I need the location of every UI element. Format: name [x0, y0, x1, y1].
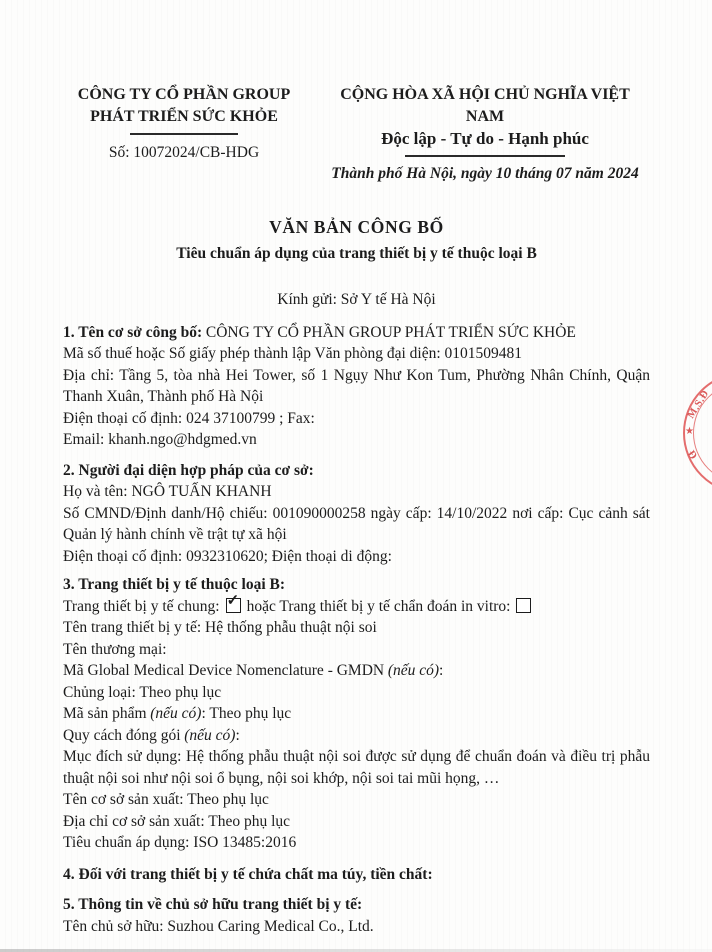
device-heading: 3. Trang thiết bị y tế thuộc loại B: — [63, 576, 286, 593]
manufacturer-line: Tên cơ sở sản xuất: Theo phụ lục — [63, 791, 269, 808]
gmdn-label: Mã Global Medical Device Nomenclature - GMDN — [63, 662, 385, 679]
section-representative — [63, 460, 650, 568]
representative-heading: 2. Người đại diện hợp pháp của cơ sở: — [63, 461, 314, 479]
declarant-email-line: Email: khanh.ngo@hdgmed.vn — [63, 431, 257, 448]
packing-colon: : — [235, 726, 240, 744]
gmdn-if-any: (nếu có) — [387, 662, 440, 679]
device-invitro-label: hoặc Trang thiết bị y tế chẩn đoán in vitro: — [246, 597, 511, 615]
device-name-line: Tên trang thiết bị y tế: Hệ thống phẫu thuật nội soi — [63, 619, 377, 636]
motto-divider — [405, 155, 565, 157]
product-code-label: Mã sản phẩm — [63, 705, 147, 722]
representative-id-line: Số CMND/Định danh/Hộ chiếu: 001090000258 ngày cấp: 14/10/2022 nơi cấp: Cục cảnh sát Quản lý hành chính về trật tự xã hội — [63, 504, 650, 543]
device-type-line — [63, 592, 650, 618]
packing-line — [63, 725, 650, 747]
national-motto: Độc lập - Tự do - Hạnh phúc — [381, 129, 589, 148]
national-motto-block — [320, 84, 650, 185]
document-title-block — [63, 216, 650, 265]
seal-star-icon: ★ — [685, 426, 694, 437]
declarant-phone-line: Điện thoại cố định: 024 37100799 ; Fax: — [63, 409, 315, 427]
issuer-name-line1: CÔNG TY CỔ PHẦN GROUP — [77, 86, 291, 103]
representative-name-line: Họ và tên: NGÔ TUẤN KHANH — [63, 483, 272, 500]
owner-heading: 5. Thông tin về chủ sở hữu trang thiết bị y tế: — [63, 896, 363, 913]
section-declarant — [63, 322, 650, 451]
issuer-divider — [130, 133, 238, 135]
document-title: VĂN BẢN CÔNG BỐ — [269, 217, 444, 237]
gmdn-line — [63, 660, 650, 682]
declarant-address-line: Địa chỉ: Tầng 5, tòa nhà Hei Tower, số 1 Ngụy Như Kon Tum, Phường Nhân Chính, Quận Thanh Xuân, Thành phố Hà Nội — [63, 366, 650, 405]
national-title: CỘNG HÒA XÃ HỘI CHỦ NGHĨA VIỆT NAM — [340, 86, 630, 125]
document-header — [63, 84, 650, 185]
seal-arc-text: M.S.Đ — [685, 388, 712, 421]
seal-bottom-text: Đ — [684, 448, 700, 462]
device-general-label: Trang thiết bị y tế chung: — [63, 597, 220, 615]
owner-name-line: Tên chủ sở hữu: Suzhou Caring Medical Co., Ltd. — [63, 917, 374, 935]
product-code-if-any: (nếu có) — [150, 705, 202, 722]
declarant-heading-value: CÔNG TY CỔ PHẦN GROUP PHÁT TRIỂN SỨC KHỎE — [205, 323, 576, 341]
manufacturer-address-line: Địa chỉ cơ sở sản xuất: Theo phụ lục — [63, 812, 291, 830]
gmdn-colon: : — [439, 662, 444, 679]
document-subtitle: Tiêu chuẩn áp dụng của trang thiết bị y tế thuộc loại B — [176, 245, 537, 262]
issuer-block — [63, 84, 305, 164]
section-owner — [63, 894, 650, 937]
standard-line: Tiêu chuẩn áp dụng: ISO 13485:2016 — [63, 834, 297, 851]
category-line: Chủng loại: Theo phụ lục — [63, 683, 222, 701]
place-and-date: Thành phố Hà Nội, ngày 10 tháng 07 năm 2024 — [331, 165, 639, 182]
purpose-line: Mục đích sử dụng: Hệ thống phẫu thuật nội soi được sử dụng để chuẩn đoán và điều trị phẫu thuật nội soi như nội soi ổ bụng, nội soi khớp, nội soi tai mũi họng, … — [63, 748, 650, 787]
packing-if-any: (nếu có) — [184, 726, 236, 744]
issuer-name-line2: PHÁT TRIỂN SỨC KHỎE — [90, 108, 278, 125]
trade-name-line: Tên thương mại: — [63, 640, 167, 658]
section-narcotics — [63, 864, 650, 886]
section-device — [63, 574, 650, 854]
product-code-value: : Theo phụ lục — [201, 705, 292, 722]
checkmark-icon: ✓ — [226, 592, 240, 609]
checkbox-invitro-device[interactable] — [516, 598, 531, 613]
checkbox-general-device[interactable] — [226, 592, 241, 613]
declarant-heading — [63, 322, 650, 344]
tax-number-line: Mã số thuế hoặc Số giấy phép thành lập Văn phòng đại diện: 0101509481 — [63, 345, 523, 362]
packing-label: Quy cách đóng gói — [63, 726, 181, 744]
document-number: Số: 10072024/CB-HDG — [108, 144, 260, 161]
declarant-heading-label: 1. Tên cơ sở công bố: — [63, 323, 203, 341]
narcotics-heading: 4. Đối với trang thiết bị y tế chứa chất ma túy, tiền chất: — [63, 865, 433, 883]
product-code-line — [63, 703, 650, 725]
representative-phone-line: Điện thoại cố định: 0932310620; Điện thoại di động: — [63, 547, 392, 565]
recipient-line: Kính gửi: Sở Y tế Hà Nội — [277, 291, 436, 308]
